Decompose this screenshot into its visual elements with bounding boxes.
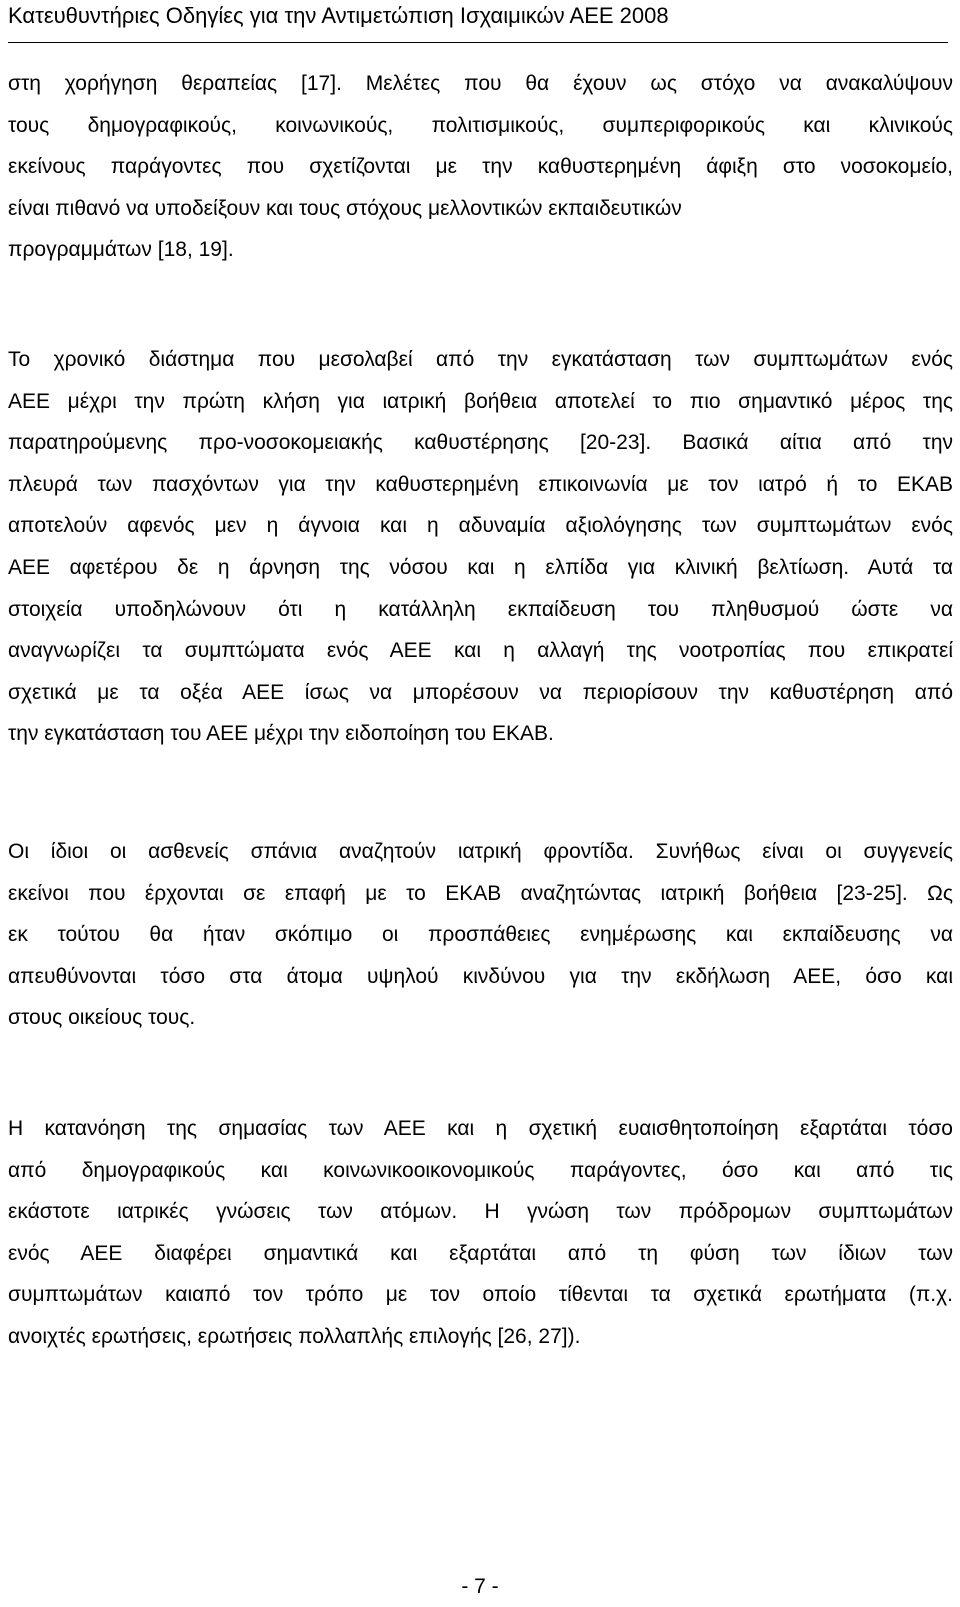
text-line: τους δημογραφικούς, κοινωνικούς, πολιτισμικούς, συμπεριφορικούς και κλινικούς (8, 113, 953, 137)
text-line: εκ τούτου θα ήταν σκόπιμο οι προσπάθειες ενημέρωσης και εκπαίδευσης να (8, 923, 953, 947)
text-line: απευθύνονται τόσο στα άτομα υψηλού κινδύνου για την εκδήλωση ΑΕΕ, όσο και (8, 964, 953, 988)
text-line: προγραμμάτων [18, 19]. (8, 238, 234, 262)
text-line: εκείνους παράγοντες που σχετίζονται με την καθυστερημένη άφιξη στο νοσοκομείο, (8, 155, 953, 179)
text-line: σχετικά με τα οξέα ΑΕΕ ίσως να μπορέσουν να περιορίσουν την καθυστέρηση από (8, 680, 953, 704)
text-line: ΑΕΕ μέχρι την πρώτη κλήση για ιατρική βοήθεια αποτελεί το πιο σημαντικό μέρος της (8, 389, 953, 413)
text-line: στοιχεία υποδηλώνουν ότι η κατάλληλη εκπαίδευση του πληθυσμού ώστε να (8, 597, 953, 621)
text-line: εκάστοτε ιατρικές γνώσεις των ατόμων. Η γνώση των πρόδρομων συμπτωμάτων (8, 1200, 953, 1224)
header-rule (8, 42, 948, 43)
text-line: ενός ΑΕΕ διαφέρει σημαντικά και εξαρτάται από τη φύση των ίδιων των (8, 1241, 953, 1265)
text-line: στη χορήγηση θεραπείας [17]. Μελέτες που θα έχουν ως στόχο να ανακαλύψουν (8, 72, 953, 95)
paragraph (8, 1108, 953, 1358)
running-header: Κατευθυντήριες Οδηγίες για την Αντιμετώπιση Ισχαιμικών ΑΕΕ 2008 (8, 3, 669, 28)
paragraph (8, 339, 953, 755)
text-line: συμπτωμάτων καιαπό τον τρόπο με τον οποίο τίθενται τα σχετικά ερωτήματα (π.χ. (8, 1283, 953, 1307)
text-line: Οι ίδιοι οι ασθενείς σπάνια αναζητούν ιατρική φροντίδα. Συνήθως είναι οι συγγενείς (8, 840, 953, 863)
text-line: πλευρά των πασχόντων για την καθυστερημένη επικοινωνία με τον ιατρό ή το ΕΚΑΒ (8, 472, 953, 496)
text-line: αποτελούν αφενός μεν η άγνοια και η αδυναμία αξιολόγησης των συμπτωμάτων ενός (8, 514, 953, 538)
text-line: στους οικείους τους. (8, 1006, 196, 1030)
text-line: από δημογραφικούς και κοινωνικοοικονομικούς παράγοντες, όσο και από τις (8, 1158, 953, 1182)
text-line: ανοιχτές ερωτήσεις, ερωτήσεις πολλαπλής επιλογής [26, 27]). (8, 1324, 581, 1348)
text-line: ΑΕΕ αφετέρου δε η άρνηση της νόσου και η ελπίδα για κλινική βελτίωση. Αυτά τα (8, 555, 953, 579)
text-line: είναι πιθανό να υποδείξουν και τους στόχους μελλοντικών εκπαιδευτικών (8, 196, 682, 220)
text-line: την εγκατάσταση του ΑΕΕ μέχρι την ειδοποίηση του ΕΚΑΒ. (8, 722, 554, 746)
text-line: εκείνοι που έρχονται σε επαφή με το ΕΚΑΒ αναζητώντας ιατρική βοήθεια [23-25]. Ως (8, 881, 953, 905)
paragraph (8, 63, 953, 271)
paragraph (8, 831, 953, 1039)
page-number: - 7 - (461, 1575, 499, 1598)
text-line: αναγνωρίζει τα συμπτώματα ενός ΑΕΕ και η αλλαγή της νοοτροπίας που επικρατεί (8, 639, 953, 663)
text-line: Η κατανόηση της σημασίας των ΑΕΕ και η σχετική ευαισθητοποίηση εξαρτάται τόσο (8, 1117, 953, 1140)
text-line: παρατηρούμενης προ-νοσοκομειακής καθυστέρησης [20-23]. Βασικά αίτια από την (8, 431, 953, 455)
text-line: Το χρονικό διάστημα που μεσολαβεί από την εγκατάσταση των συμπτωμάτων ενός (8, 348, 953, 371)
